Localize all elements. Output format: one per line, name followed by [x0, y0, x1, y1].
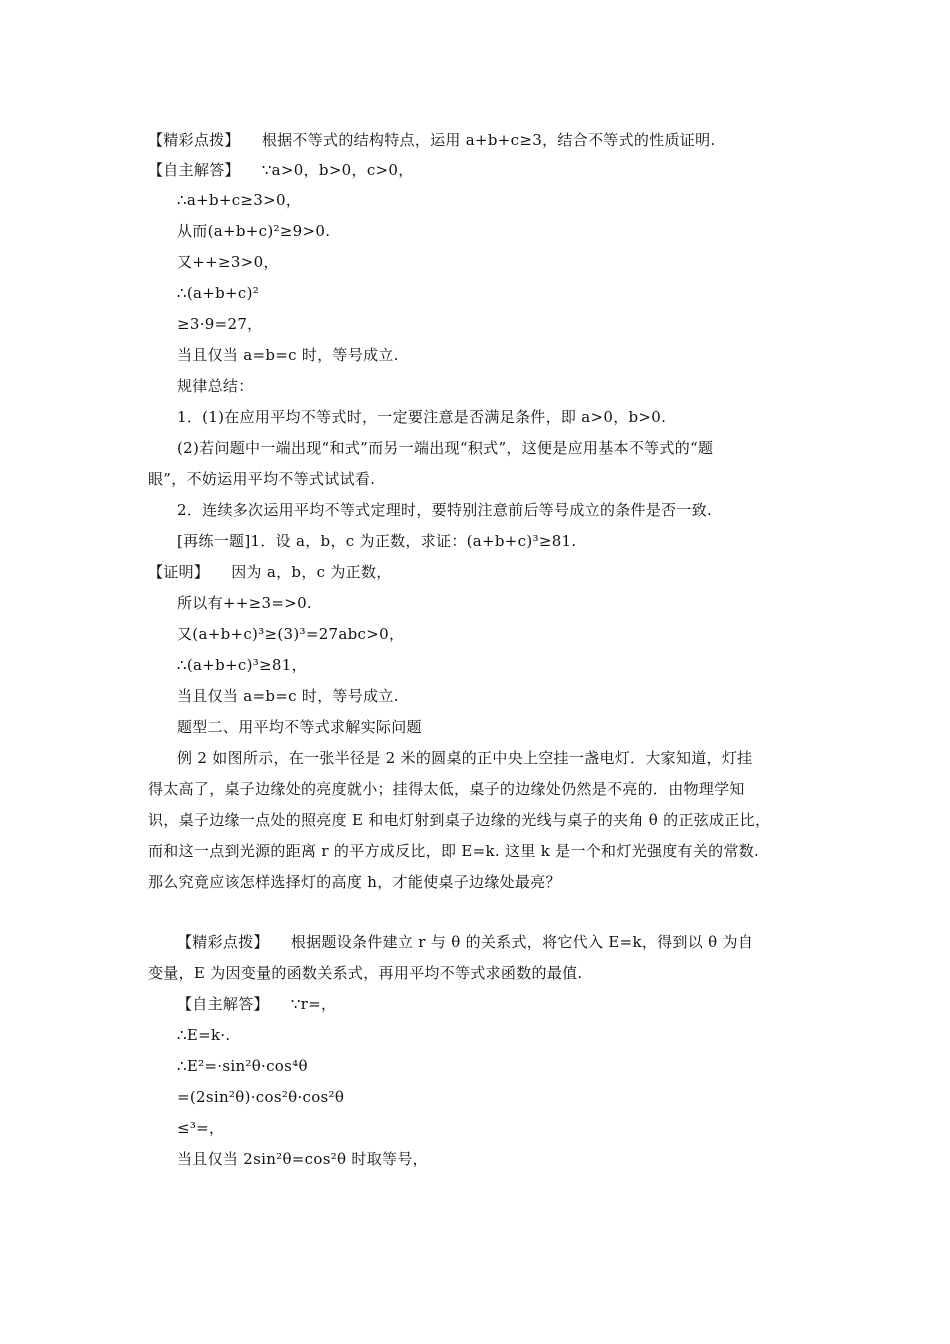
text-line — [177, 283, 259, 303]
text-run: ∵r=， — [290, 995, 337, 1013]
text-line — [177, 655, 307, 675]
text-line — [177, 438, 713, 458]
text-run: 眼”，不妨运用平均不等式试试看. — [148, 470, 376, 488]
text-line — [177, 624, 404, 644]
text-line — [177, 1149, 428, 1169]
text-run: 【精彩点拨】 — [177, 933, 269, 951]
text-line — [177, 190, 301, 210]
text-line — [148, 562, 392, 582]
text-run: 又++≥3>0， — [177, 253, 279, 271]
text-run: 得太高了，桌子边缘处的亮度就小；挂得太低，桌子的边缘处仍然是不亮的．由物理学知 — [148, 780, 745, 798]
text-line — [177, 500, 712, 520]
text-run: 【证明】 — [148, 563, 210, 581]
text-run: 当且仅当 a=b=c 时，等号成立. — [177, 687, 399, 705]
text-line — [177, 932, 753, 952]
text-run: 那么究竟应该怎样选择灯的高度 h，才能使桌子边缘处最亮？ — [148, 873, 561, 891]
text-line — [148, 160, 414, 180]
text-run: 【精彩点拨】 — [148, 131, 240, 149]
text-line — [148, 469, 375, 489]
text-line — [177, 1025, 231, 1045]
text-line — [177, 531, 576, 551]
text-run: 因为 a，b，c 为正数， — [231, 563, 392, 581]
text-run: ∴(a+b+c)² — [177, 284, 260, 302]
text-run: 例 2 如图所示，在一张半径是 2 米的圆桌的正中央上空挂一盏电灯．大家知道，灯挂 — [177, 749, 753, 767]
text-line — [148, 810, 770, 830]
text-run: ∵a>0，b>0，c>0， — [261, 161, 414, 179]
text-line — [177, 252, 279, 272]
text-line — [177, 994, 336, 1014]
text-run: 所以有++≥3=>0. — [177, 594, 312, 612]
text-run: 当且仅当 a=b=c 时，等号成立. — [177, 346, 399, 364]
text-run: 根据题设条件建立 r 与 θ 的关系式，将它代入 E=k，得到以 θ 为自 — [290, 933, 754, 951]
text-run: 识，桌子边缘一点处的照亮度 E 和电灯射到桌子边缘的光线与桌子的夹角 θ 的正弦成正比， — [148, 811, 771, 829]
text-run: 从而(a+b+c)²≥9>0. — [177, 222, 331, 240]
text-run: 题型二、用平均不等式求解实际问题 — [177, 718, 422, 736]
text-run: 规律总结： — [177, 377, 254, 395]
text-run: ∴E=k·. — [177, 1026, 231, 1044]
text-run: 而和这一点到光源的距离 r 的平方成反比，即 E=k. 这里 k 是一个和灯光强度有关的常数. — [148, 842, 760, 860]
text-run: 1．(1)在应用平均不等式时，一定要注意是否满足条件，即 a>0，b>0. — [177, 408, 667, 426]
text-run: 2．连续多次运用平均不等式定理时，要特别注意前后等号成立的条件是否一致. — [177, 501, 713, 519]
text-run: 【自主解答】 — [148, 161, 240, 179]
text-line — [148, 779, 745, 799]
text-run: 又(a+b+c)³≥(3)³=27abc>0， — [177, 625, 405, 643]
text-run: 【自主解答】 — [177, 995, 269, 1013]
text-line — [148, 130, 715, 150]
text-line — [177, 686, 399, 706]
text-run: =(2sin²θ)·cos²θ·cos²θ — [177, 1088, 345, 1106]
text-line — [148, 841, 759, 861]
text-line — [177, 1087, 344, 1107]
text-line — [177, 407, 666, 427]
text-line — [148, 872, 561, 892]
text-line — [177, 376, 254, 396]
text-run: 当且仅当 2sin²θ=cos²θ 时取等号， — [177, 1150, 428, 1168]
text-line — [177, 1118, 224, 1138]
text-line — [148, 963, 583, 983]
text-run: ≤³=， — [177, 1119, 225, 1137]
text-run: [再练一题]1．设 a，b，c 为正数，求证：(a+b+c)³≥81. — [177, 532, 577, 550]
text-line — [177, 1056, 308, 1076]
text-line — [177, 748, 752, 768]
text-run: 根据不等式的结构特点，运用 a+b+c≥3，结合不等式的性质证明. — [261, 131, 716, 149]
text-line — [177, 221, 330, 241]
text-line — [177, 345, 399, 365]
text-run: ∴a+b+c≥3>0， — [177, 191, 302, 209]
text-line — [177, 593, 312, 613]
text-line — [177, 314, 262, 334]
text-run: ∴E²=·sin²θ·cos⁴θ — [177, 1057, 308, 1075]
text-run: ∴(a+b+c)³≥81， — [177, 656, 307, 674]
text-run: (2)若问题中一端出现“和式”而另一端出现“积式”，这便是应用基本不等式的“题 — [177, 439, 714, 457]
text-run: ≥3·9=27， — [177, 315, 263, 333]
text-line — [177, 717, 422, 737]
text-run: 变量，E 为因变量的函数关系式，再用平均不等式求函数的最值. — [148, 964, 583, 982]
